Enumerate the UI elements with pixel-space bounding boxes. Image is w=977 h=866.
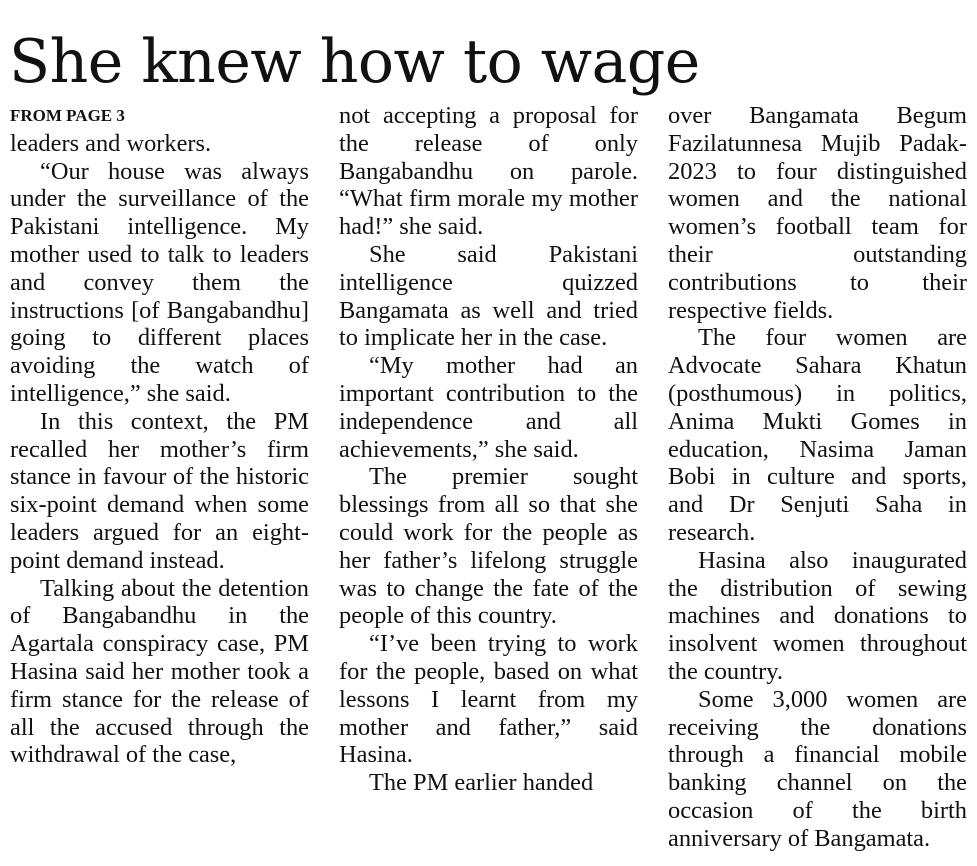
paragraph: The four women are Advocate Sahara Khatun (posthumous) in politics, Anima Mukti Gomes in education, Nasima Jaman Bobi in culture and sports, and Dr Senjuti Saha in research. [668,324,967,546]
paragraph: Talking about the detention of Bangabandhu in the Agartala conspiracy case, PM Hasina said her mother took a firm stance for the release of all the accused through the withdrawal of the case, [10,574,309,769]
paragraph: “My mother had an important contribution to the independence and all achievements,” she said. [339,352,638,463]
paragraph: Hasina also inaugurated the distribution of sewing machines and donations to insolvent women throughout the country. [668,546,967,685]
paragraph: leaders and workers. [10,129,212,157]
paragraph: The premier sought blessings from all so that she could work for the people as her father’s lifelong struggle was to change the fate of the people of this country. [339,463,638,630]
paragraph: over Bangamata Begum Fazilatunnesa Mujib Padak-2023 to four distinguished women and the national women’s football team for their outstanding contributions to their respective fields. [668,102,967,324]
headline: She knew how to wage [9,27,700,97]
paragraph: Some 3,000 women are receiving the donations through a financial mobile banking channel on the occasion of the birth anniversary of Bangamata. [668,685,967,852]
paragraph: The PM earlier handed [369,769,594,797]
paragraph: “Our house was always under the surveillance of the Pakistani intelligence. My mother used to talk to leaders and convey them the instructions [of Bangabandhu] going to different places avoiding the watch of intelligence,” she said. [10,157,309,407]
article-column-3 [668,102,967,862]
paragraph: She said Pakistani intelligence quizzed Bangamata as well and tried to implicate her in the case. [339,240,638,352]
paragraph: not accepting a proposal for the release of only Bangabandhu on parole. “What firm morale my mother had!” she said. [339,102,638,241]
article-column-2 [339,102,638,862]
article-column-1 [10,102,309,862]
continuation-kicker: FROM PAGE 3 [10,106,125,125]
paragraph: “I’ve been trying to work for the people, based on what lessons I learnt from my mother and father,” said Hasina. [339,630,638,769]
paragraph: In this context, the PM recalled her mother’s firm stance in favour of the historic six-point demand when some leaders argued for an eight-point demand instead. [10,407,309,574]
